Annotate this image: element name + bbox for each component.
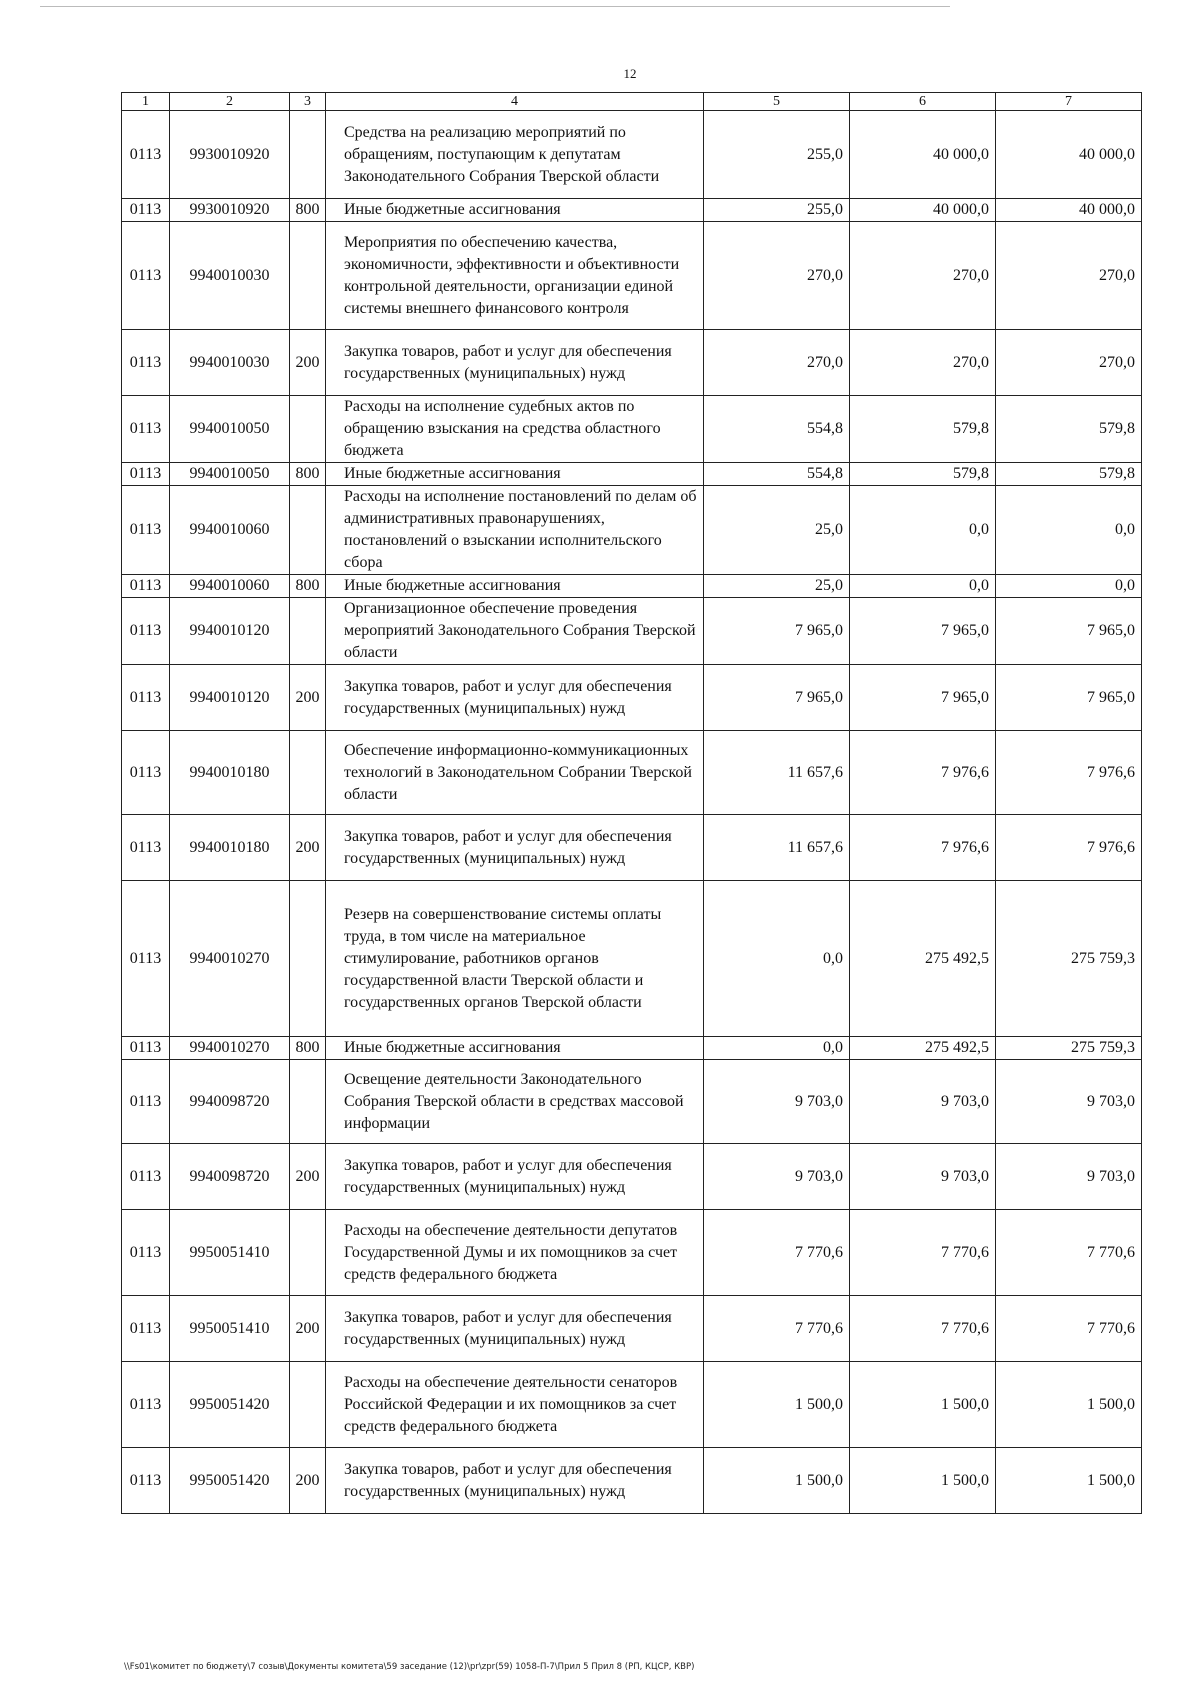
section-code-cell: 0113 <box>122 1210 170 1296</box>
header-cell: 7 <box>996 93 1142 111</box>
table-row <box>122 463 1142 486</box>
description-cell: Обеспечение информационно-коммуникационных технологий в Законодательном Собрании Тверской области <box>326 731 704 815</box>
amount-cell: 270,0 <box>704 330 850 396</box>
description-cell: Организационное обеспечение проведения мероприятий Законодательного Собрания Тверской области <box>326 598 704 665</box>
amount-cell: 7 770,6 <box>996 1296 1142 1362</box>
section-code-cell: 0113 <box>122 222 170 330</box>
table-row <box>122 731 1142 815</box>
header-cell: 5 <box>704 93 850 111</box>
amount-cell: 1 500,0 <box>850 1448 996 1514</box>
amount-cell: 270,0 <box>704 222 850 330</box>
amount-cell: 40 000,0 <box>996 199 1142 222</box>
table-row <box>122 1362 1142 1448</box>
amount-cell: 1 500,0 <box>704 1448 850 1514</box>
section-code-cell: 0113 <box>122 199 170 222</box>
amount-cell: 270,0 <box>850 330 996 396</box>
amount-cell: 25,0 <box>704 486 850 575</box>
amount-cell: 579,8 <box>996 463 1142 486</box>
amount-cell: 11 657,6 <box>704 815 850 881</box>
target-article-cell: 9940010180 <box>170 731 290 815</box>
section-code-cell: 0113 <box>122 598 170 665</box>
expense-type-cell <box>290 111 326 199</box>
table-row <box>122 815 1142 881</box>
amount-cell: 0,0 <box>996 486 1142 575</box>
amount-cell: 0,0 <box>704 1037 850 1060</box>
amount-cell: 7 770,6 <box>850 1210 996 1296</box>
expense-type-cell: 800 <box>290 463 326 486</box>
header-cell: 3 <box>290 93 326 111</box>
target-article-cell: 9950051420 <box>170 1362 290 1448</box>
section-code-cell: 0113 <box>122 1060 170 1144</box>
description-cell: Закупка товаров, работ и услуг для обеспечения государственных (муниципальных) нужд <box>326 330 704 396</box>
target-article-cell: 9930010920 <box>170 111 290 199</box>
amount-cell: 7 965,0 <box>704 665 850 731</box>
section-code-cell: 0113 <box>122 463 170 486</box>
target-article-cell: 9940010180 <box>170 815 290 881</box>
description-cell: Резерв на совершенствование системы оплаты труда, в том числе на материальное стимулирование, работников органов государственной власти Тверской области и государственных органов Тверской области <box>326 881 704 1037</box>
expense-type-cell <box>290 881 326 1037</box>
amount-cell: 0,0 <box>996 575 1142 598</box>
amount-cell: 7 976,6 <box>850 815 996 881</box>
section-code-cell: 0113 <box>122 1296 170 1362</box>
header-cell: 2 <box>170 93 290 111</box>
description-cell: Иные бюджетные ассигнования <box>326 575 704 598</box>
amount-cell: 9 703,0 <box>850 1144 996 1210</box>
table-row <box>122 222 1142 330</box>
amount-cell: 25,0 <box>704 575 850 598</box>
amount-cell: 7 770,6 <box>996 1210 1142 1296</box>
section-code-cell: 0113 <box>122 111 170 199</box>
expense-type-cell: 800 <box>290 575 326 598</box>
amount-cell: 9 703,0 <box>704 1060 850 1144</box>
table-row <box>122 575 1142 598</box>
target-article-cell: 9940010270 <box>170 881 290 1037</box>
description-cell: Закупка товаров, работ и услуг для обеспечения государственных (муниципальных) нужд <box>326 665 704 731</box>
amount-cell: 9 703,0 <box>850 1060 996 1144</box>
table-row <box>122 1448 1142 1514</box>
amount-cell: 7 976,6 <box>996 731 1142 815</box>
amount-cell: 275 759,3 <box>996 881 1142 1037</box>
expense-type-cell <box>290 396 326 463</box>
section-code-cell: 0113 <box>122 330 170 396</box>
budget-table <box>121 92 1142 1514</box>
table-row <box>122 199 1142 222</box>
amount-cell: 1 500,0 <box>704 1362 850 1448</box>
amount-cell: 9 703,0 <box>996 1144 1142 1210</box>
expense-type-cell <box>290 222 326 330</box>
section-code-cell: 0113 <box>122 1037 170 1060</box>
expense-type-cell <box>290 598 326 665</box>
expense-type-cell <box>290 731 326 815</box>
description-cell: Закупка товаров, работ и услуг для обеспечения государственных (муниципальных) нужд <box>326 815 704 881</box>
section-code-cell: 0113 <box>122 486 170 575</box>
target-article-cell: 9940098720 <box>170 1060 290 1144</box>
target-article-cell: 9940010120 <box>170 598 290 665</box>
amount-cell: 255,0 <box>704 199 850 222</box>
description-cell: Закупка товаров, работ и услуг для обеспечения государственных (муниципальных) нужд <box>326 1448 704 1514</box>
target-article-cell: 9940010060 <box>170 575 290 598</box>
expense-type-cell: 200 <box>290 665 326 731</box>
table-row <box>122 1296 1142 1362</box>
expense-type-cell: 800 <box>290 1037 326 1060</box>
table-row <box>122 1060 1142 1144</box>
expense-type-cell <box>290 1060 326 1144</box>
target-article-cell: 9930010920 <box>170 199 290 222</box>
expense-type-cell: 200 <box>290 1144 326 1210</box>
table-row <box>122 486 1142 575</box>
header-cell: 4 <box>326 93 704 111</box>
amount-cell: 7 976,6 <box>996 815 1142 881</box>
table-row <box>122 665 1142 731</box>
amount-cell: 9 703,0 <box>996 1060 1142 1144</box>
section-code-cell: 0113 <box>122 881 170 1037</box>
amount-cell: 11 657,6 <box>704 731 850 815</box>
expense-type-cell: 200 <box>290 330 326 396</box>
description-cell: Расходы на исполнение постановлений по делам об административных правонарушениях, постановлений о взыскании исполнительского сбора <box>326 486 704 575</box>
table-row <box>122 881 1142 1037</box>
page-number: 12 <box>623 66 637 81</box>
amount-cell: 554,8 <box>704 396 850 463</box>
header-cell: 6 <box>850 93 996 111</box>
table-row <box>122 111 1142 199</box>
amount-cell: 275 492,5 <box>850 881 996 1037</box>
section-code-cell: 0113 <box>122 1448 170 1514</box>
description-cell: Расходы на исполнение судебных актов по обращению взыскания на средства областного бюджета <box>326 396 704 463</box>
amount-cell: 7 770,6 <box>850 1296 996 1362</box>
table-row <box>122 396 1142 463</box>
amount-cell: 40 000,0 <box>850 199 996 222</box>
section-code-cell: 0113 <box>122 396 170 463</box>
amount-cell: 7 965,0 <box>996 665 1142 731</box>
footer-file-path: \\Fs01\комитет по бюджету\7 созыв\Документы комитета\59 заседание (12)\pr\zpr(59) 1058-П-7\Прил 5 Прил 8 (РП, КЦСР, КВР) <box>124 1662 695 1672</box>
amount-cell: 1 500,0 <box>850 1362 996 1448</box>
section-code-cell: 0113 <box>122 575 170 598</box>
target-article-cell: 9940010030 <box>170 330 290 396</box>
target-article-cell: 9950051410 <box>170 1210 290 1296</box>
table-row <box>122 330 1142 396</box>
expense-type-cell <box>290 486 326 575</box>
amount-cell: 7 965,0 <box>850 598 996 665</box>
amount-cell: 7 965,0 <box>704 598 850 665</box>
section-code-cell: 0113 <box>122 1362 170 1448</box>
amount-cell: 270,0 <box>996 222 1142 330</box>
amount-cell: 7 965,0 <box>996 598 1142 665</box>
amount-cell: 7 770,6 <box>704 1296 850 1362</box>
amount-cell: 270,0 <box>996 330 1142 396</box>
amount-cell: 275 492,5 <box>850 1037 996 1060</box>
expense-type-cell: 800 <box>290 199 326 222</box>
scan-edge-line <box>40 6 950 7</box>
amount-cell: 579,8 <box>996 396 1142 463</box>
section-code-cell: 0113 <box>122 815 170 881</box>
amount-cell: 40 000,0 <box>996 111 1142 199</box>
expense-type-cell <box>290 1362 326 1448</box>
amount-cell: 7 976,6 <box>850 731 996 815</box>
section-code-cell: 0113 <box>122 1144 170 1210</box>
amount-cell: 554,8 <box>704 463 850 486</box>
amount-cell: 0,0 <box>704 881 850 1037</box>
table-row <box>122 1210 1142 1296</box>
description-cell: Иные бюджетные ассигнования <box>326 1037 704 1060</box>
expense-type-cell: 200 <box>290 1296 326 1362</box>
description-cell: Иные бюджетные ассигнования <box>326 463 704 486</box>
table-row <box>122 1037 1142 1060</box>
amount-cell: 40 000,0 <box>850 111 996 199</box>
amount-cell: 255,0 <box>704 111 850 199</box>
section-code-cell: 0113 <box>122 731 170 815</box>
table-row <box>122 1144 1142 1210</box>
target-article-cell: 9940010120 <box>170 665 290 731</box>
target-article-cell: 9940010060 <box>170 486 290 575</box>
target-article-cell: 9950051410 <box>170 1296 290 1362</box>
description-cell: Закупка товаров, работ и услуг для обеспечения государственных (муниципальных) нужд <box>326 1144 704 1210</box>
expense-type-cell <box>290 1210 326 1296</box>
amount-cell: 1 500,0 <box>996 1448 1142 1514</box>
target-article-cell: 9940098720 <box>170 1144 290 1210</box>
description-cell: Мероприятия по обеспечению качества, экономичности, эффективности и объективности контрольной деятельности, организации единой системы внешнего финансового контроля <box>326 222 704 330</box>
target-article-cell: 9940010050 <box>170 396 290 463</box>
amount-cell: 579,8 <box>850 463 996 486</box>
target-article-cell: 9940010050 <box>170 463 290 486</box>
description-cell: Средства на реализацию мероприятий по обращениям, поступающим к депутатам Законодательного Собрания Тверской области <box>326 111 704 199</box>
amount-cell: 9 703,0 <box>704 1144 850 1210</box>
expense-type-cell: 200 <box>290 815 326 881</box>
header-cell: 1 <box>122 93 170 111</box>
description-cell: Закупка товаров, работ и услуг для обеспечения государственных (муниципальных) нужд <box>326 1296 704 1362</box>
section-code-cell: 0113 <box>122 665 170 731</box>
amount-cell: 7 770,6 <box>704 1210 850 1296</box>
amount-cell: 579,8 <box>850 396 996 463</box>
amount-cell: 275 759,3 <box>996 1037 1142 1060</box>
target-article-cell: 9950051420 <box>170 1448 290 1514</box>
expense-type-cell: 200 <box>290 1448 326 1514</box>
header-row <box>122 93 1142 111</box>
description-cell: Освещение деятельности Законодательного Собрания Тверской области в средствах массовой информации <box>326 1060 704 1144</box>
amount-cell: 0,0 <box>850 575 996 598</box>
amount-cell: 0,0 <box>850 486 996 575</box>
target-article-cell: 9940010270 <box>170 1037 290 1060</box>
amount-cell: 7 965,0 <box>850 665 996 731</box>
description-cell: Расходы на обеспечение деятельности депутатов Государственной Думы и их помощников за счет средств федерального бюджета <box>326 1210 704 1296</box>
amount-cell: 1 500,0 <box>996 1362 1142 1448</box>
description-cell: Расходы на обеспечение деятельности сенаторов Российской Федерации и их помощников за счет средств федерального бюджета <box>326 1362 704 1448</box>
table-row <box>122 598 1142 665</box>
target-article-cell: 9940010030 <box>170 222 290 330</box>
description-cell: Иные бюджетные ассигнования <box>326 199 704 222</box>
amount-cell: 270,0 <box>850 222 996 330</box>
